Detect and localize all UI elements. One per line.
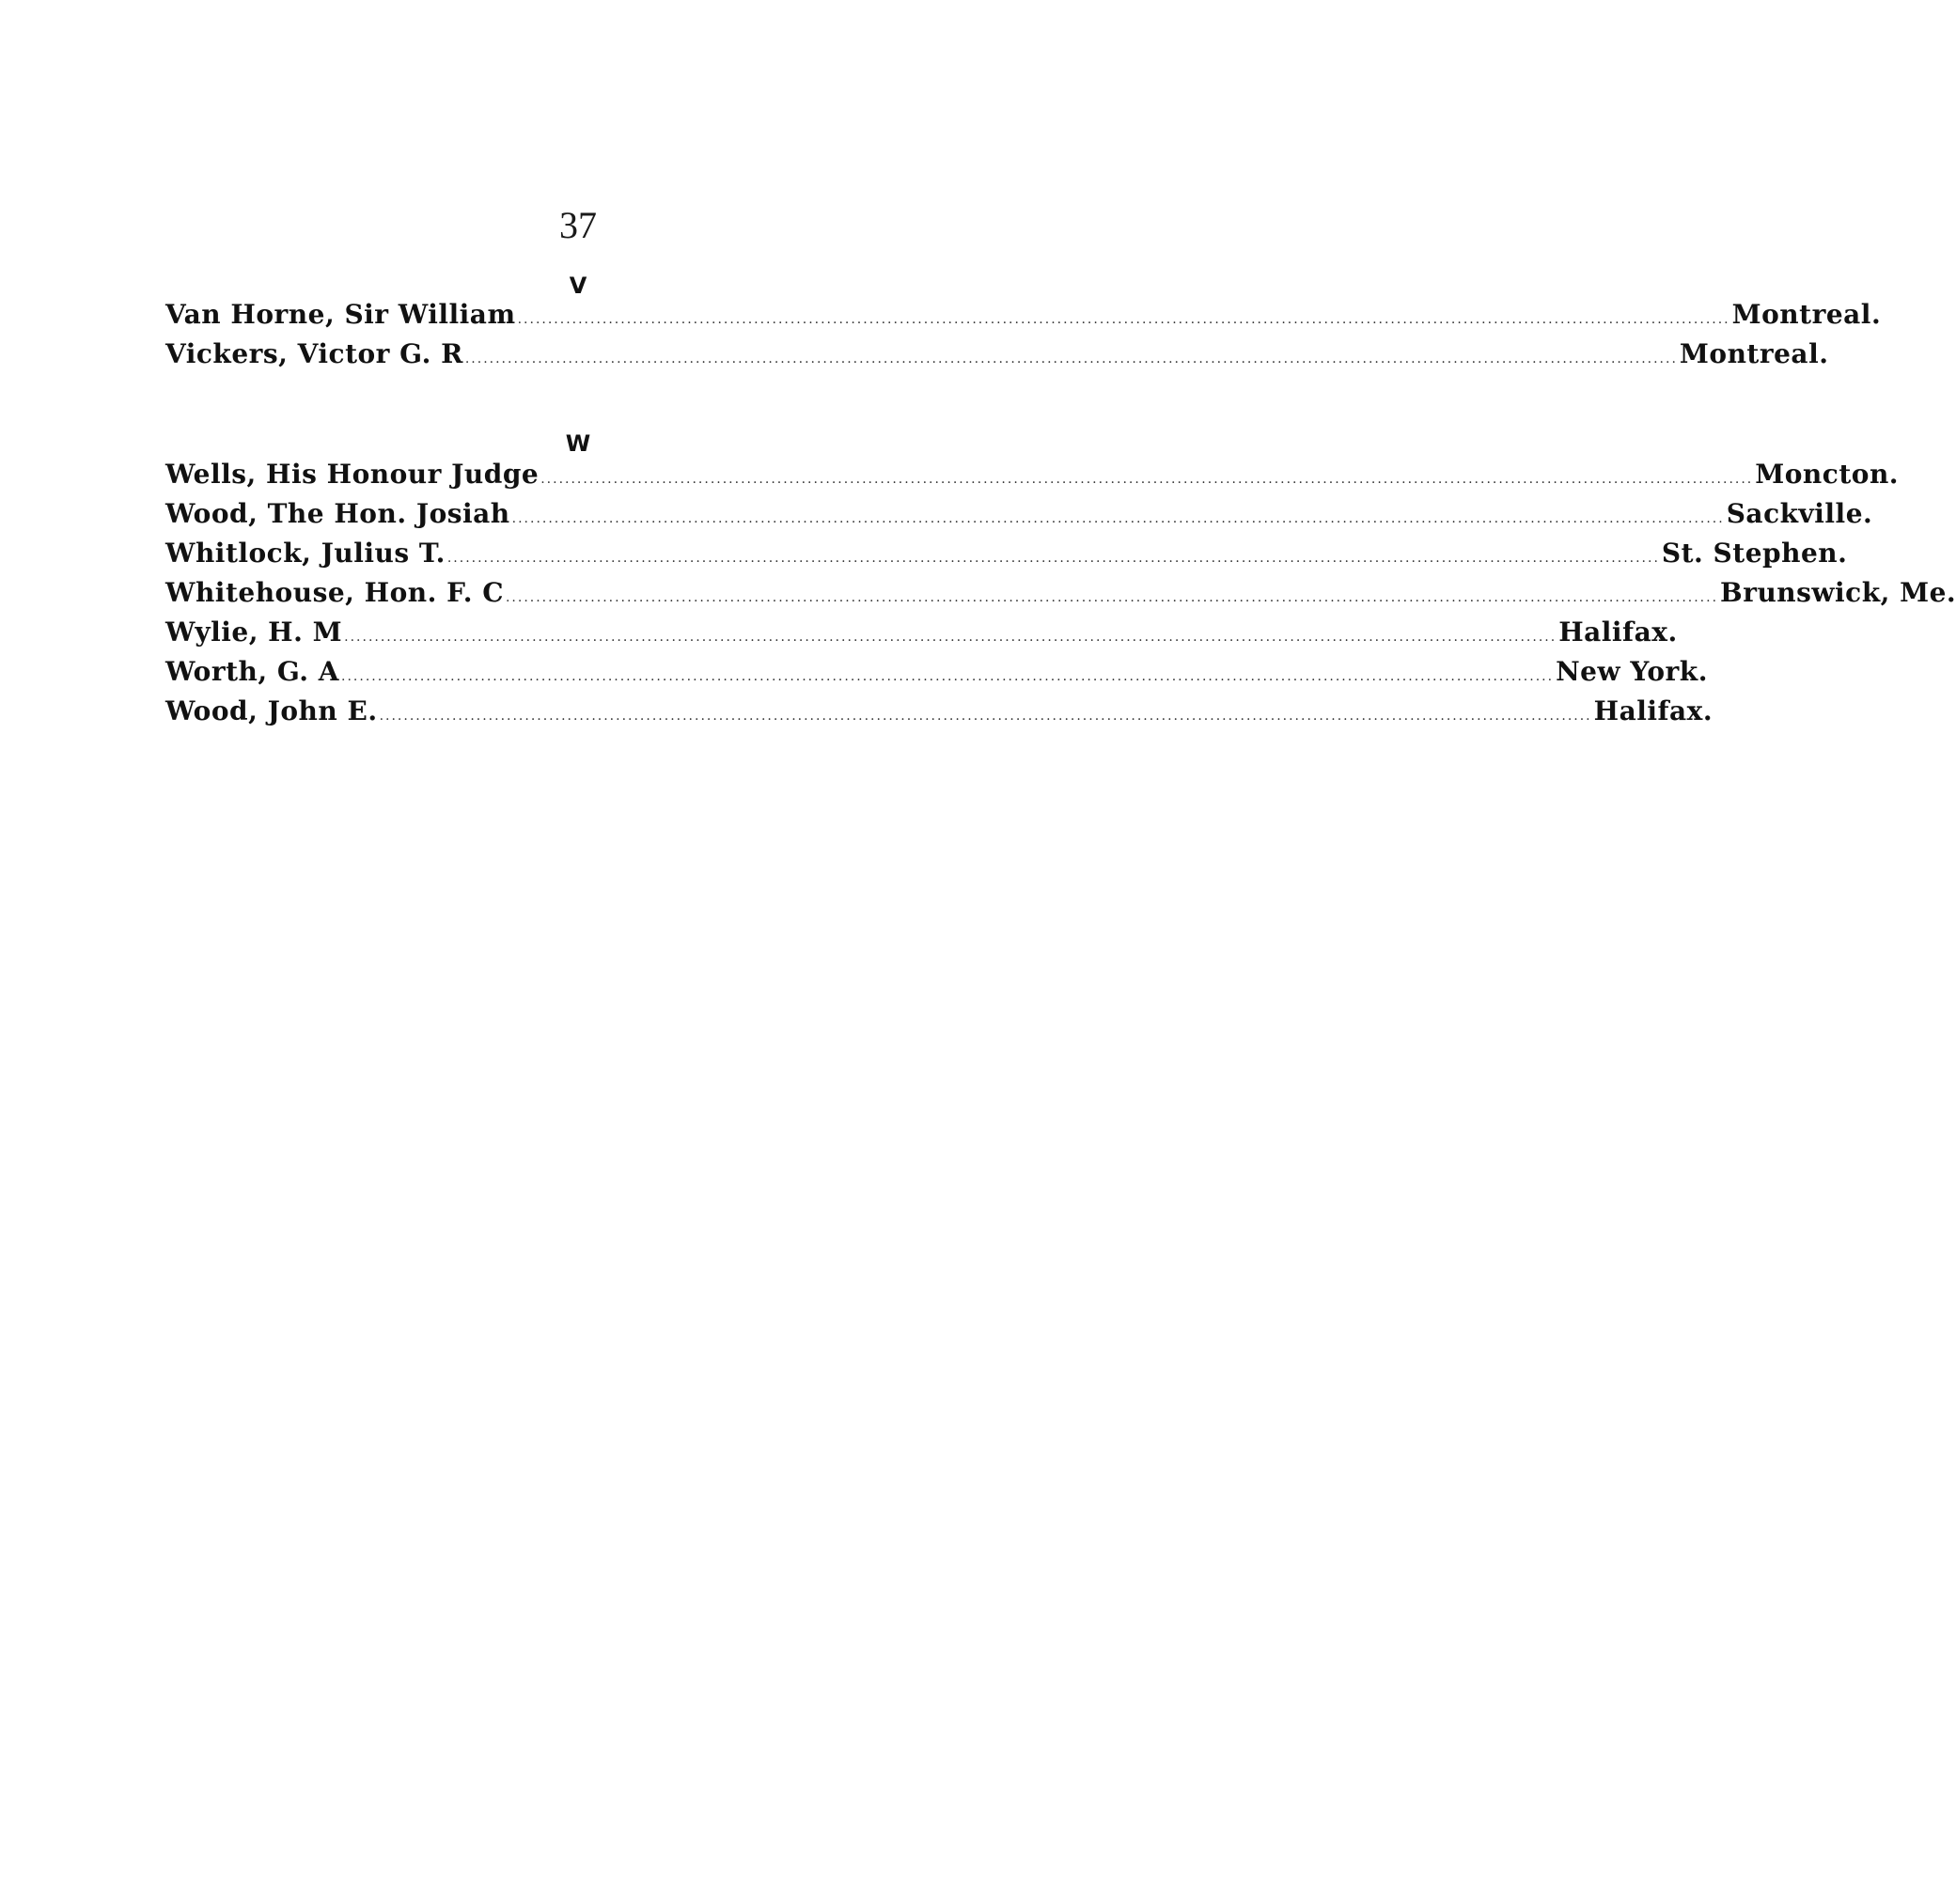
dot-leader: ........................................................................................................................................................................................................ (464, 351, 1678, 367)
dot-leader: ........................................................................................................................................................................................................ (540, 472, 1754, 487)
section-w-list (165, 459, 1956, 735)
entry-name: Whitlock, Julius T. (165, 538, 446, 569)
dot-leader: ........................................................................................................................................................................................................ (379, 709, 1592, 724)
dot-leader: ........................................................................................................................................................................................................ (344, 630, 1557, 645)
entry-name: Wells, His Honour Judge (165, 459, 540, 490)
list-item (165, 299, 1882, 338)
entry-name: Wood, John E. (165, 695, 378, 726)
list-item (165, 498, 1873, 538)
entry-place: New York. (1556, 656, 1708, 687)
dot-leader: ........................................................................................................................................................................................................ (511, 511, 1725, 526)
list-item (165, 616, 1678, 656)
dot-leader: ........................................................................................................................................................................................................ (446, 551, 1660, 566)
dot-leader: ........................................................................................................................................................................................................ (505, 590, 1719, 605)
list-item (165, 538, 1848, 577)
list-item (165, 459, 1900, 498)
entry-name: Vickers, Victor G. R (165, 338, 463, 369)
dot-leader: ........................................................................................................................................................................................................ (341, 669, 1555, 684)
entry-place: St. Stephen. (1661, 538, 1848, 569)
list-item (165, 577, 1956, 616)
entry-place: Moncton. (1755, 459, 1900, 490)
list-item (165, 695, 1713, 735)
entry-place: Brunswick, Me. (1720, 577, 1956, 608)
section-letter-v: V (569, 273, 587, 299)
entry-name: Worth, G. A (165, 656, 340, 687)
entry-place: Halifax. (1593, 695, 1713, 726)
list-item (165, 656, 1708, 695)
page-number: 37 (559, 204, 597, 246)
list-item (165, 338, 1829, 378)
entry-name: Whitehouse, Hon. F. C (165, 577, 504, 608)
entry-place: Montreal. (1731, 299, 1882, 330)
section-letter-w: W (565, 430, 591, 457)
entry-place: Montreal. (1679, 338, 1829, 369)
entry-name: Van Horne, Sir William (165, 299, 516, 330)
section-v-list (165, 299, 1882, 378)
entry-place: Sackville. (1726, 498, 1873, 529)
dot-leader: ........................................................................................................................................................................................................ (517, 312, 1730, 327)
entry-place: Halifax. (1558, 616, 1678, 648)
entry-name: Wylie, H. M (165, 616, 343, 648)
entry-name: Wood, The Hon. Josiah (165, 498, 510, 529)
